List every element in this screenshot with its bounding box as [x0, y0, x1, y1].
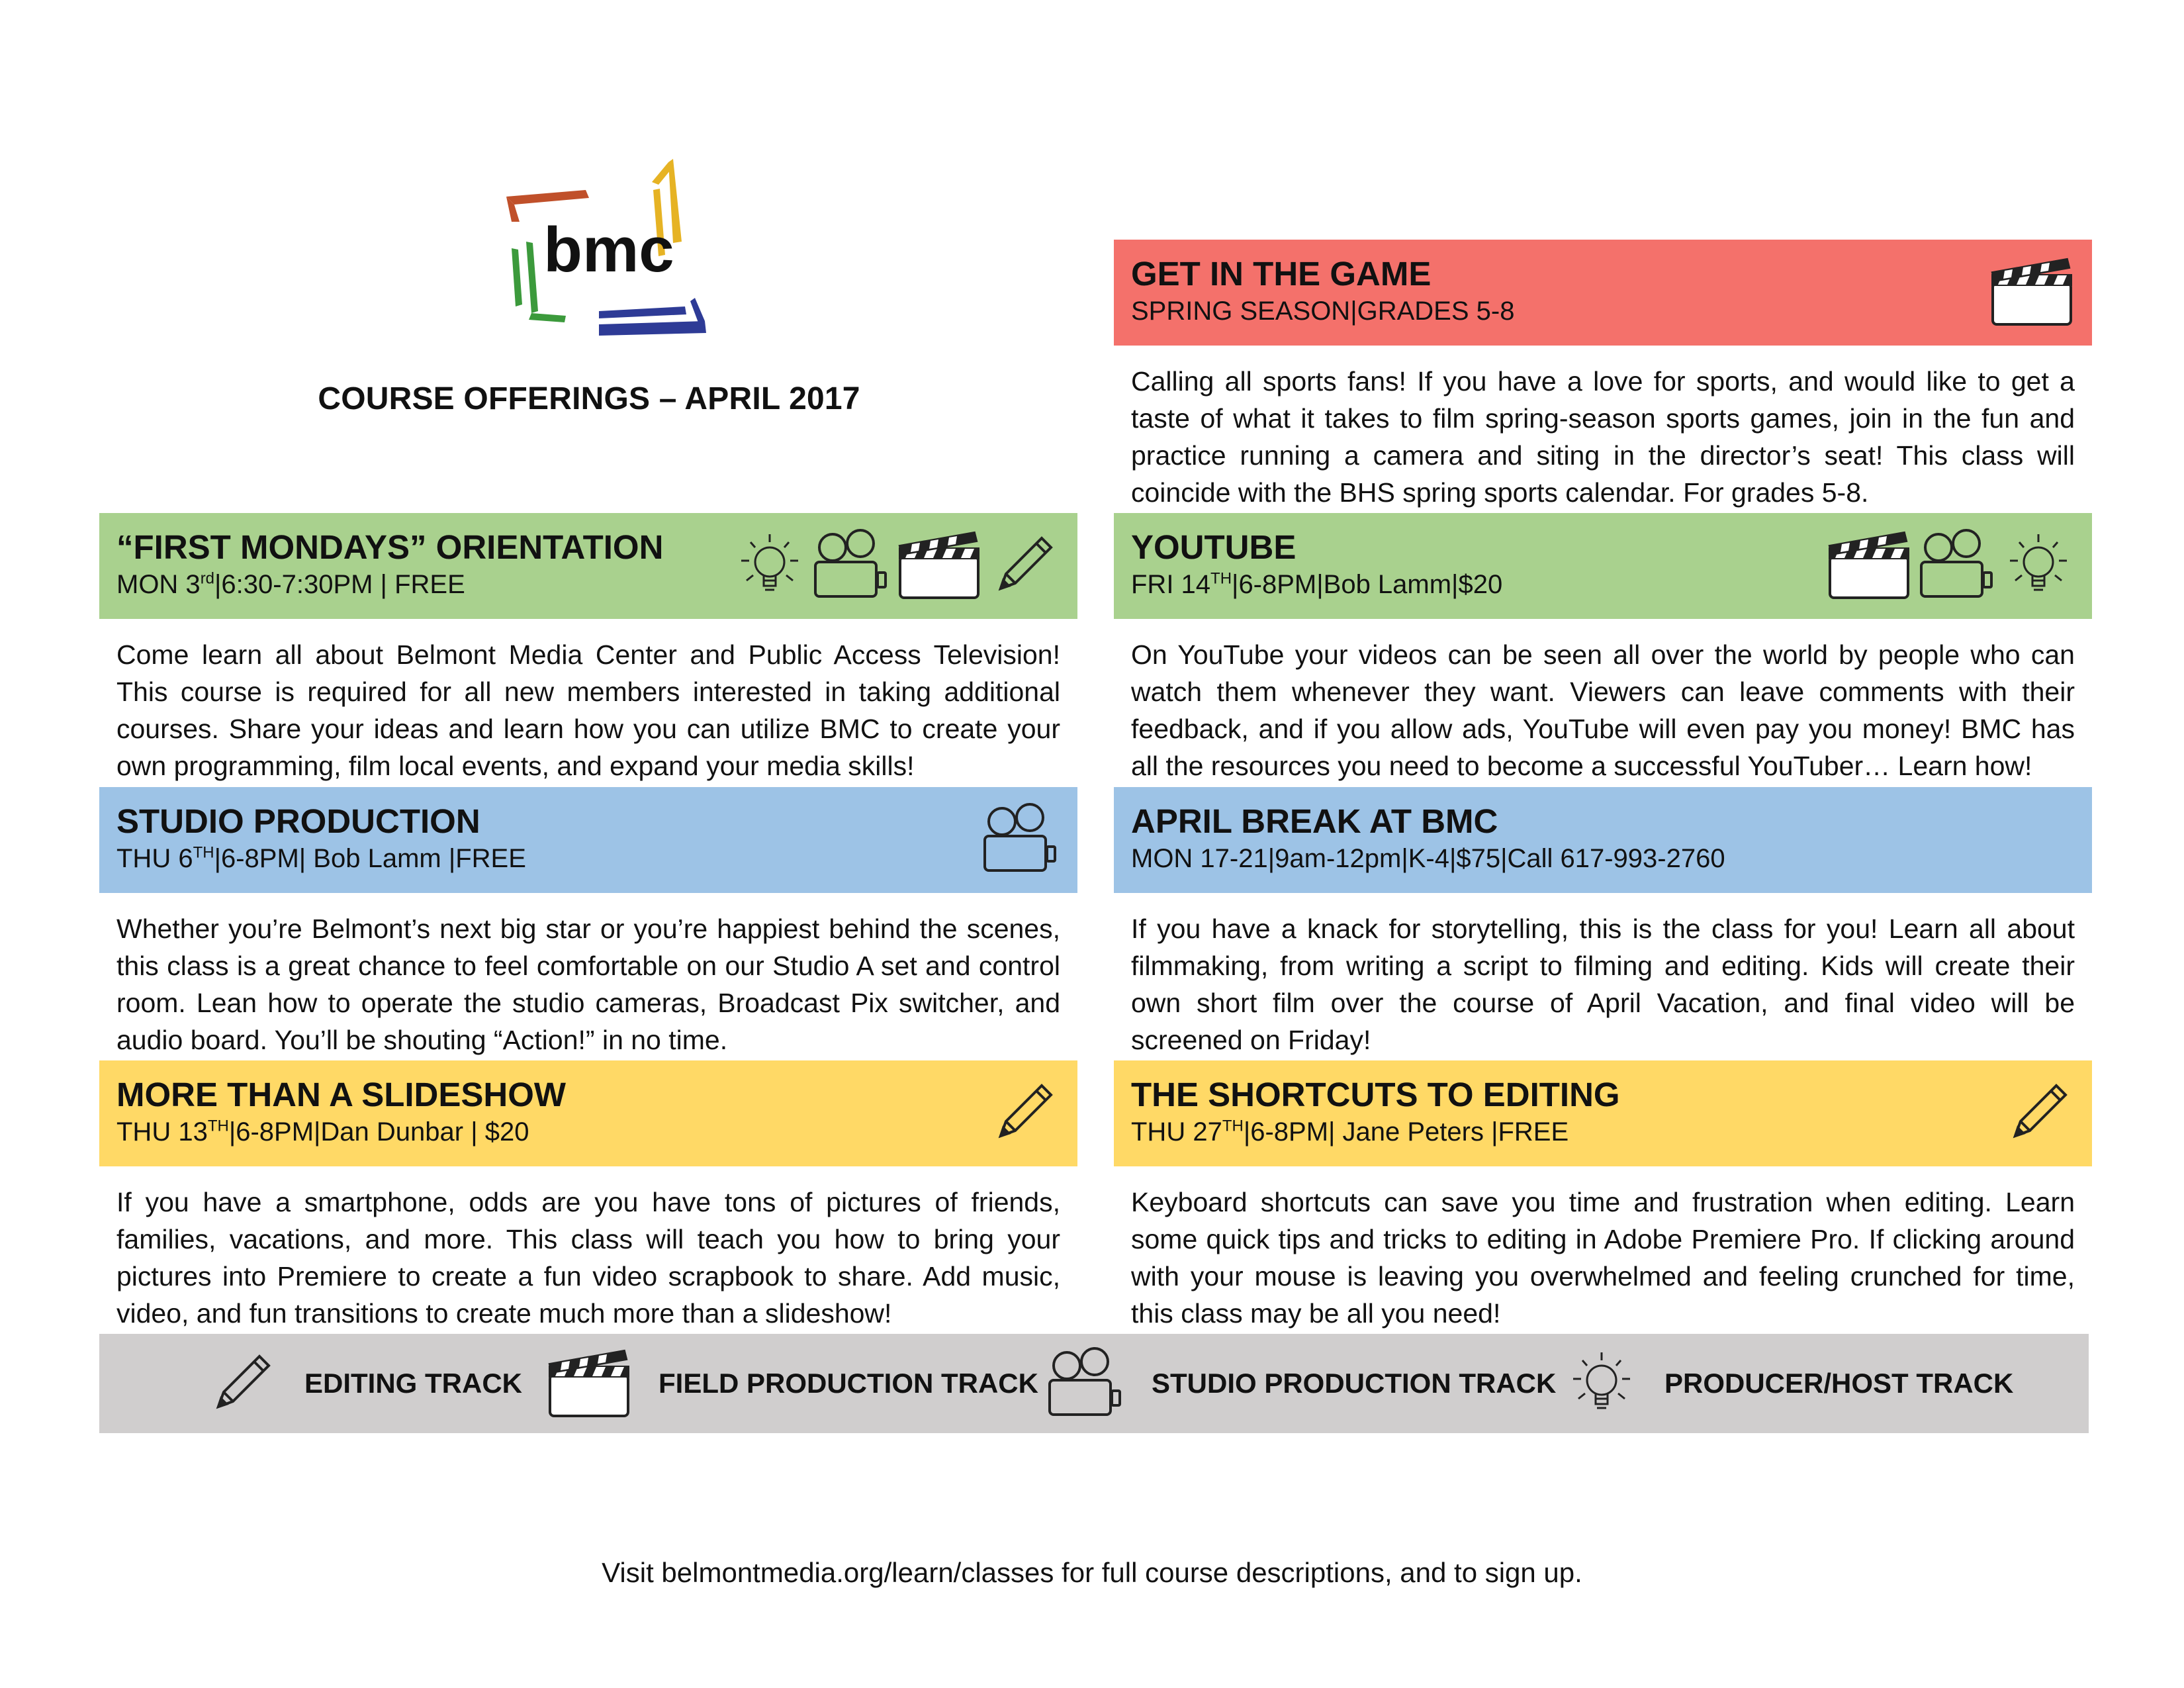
course-schedule-text: THU 27 [1131, 1117, 1222, 1147]
course-banner [1114, 240, 2092, 346]
clapperboard-icon [896, 529, 982, 602]
course-schedule-suffix: TH [1222, 1117, 1244, 1135]
course-block [1114, 513, 2092, 787]
lightbulb-icon [733, 529, 806, 602]
legend-item-producer-host [1565, 1334, 2013, 1433]
track-legend [99, 1334, 2089, 1433]
course-block [1114, 240, 2092, 514]
course-schedule-text: THU 6 [116, 844, 193, 873]
course-block [1114, 787, 2092, 1061]
course-schedule-details: |6-8PM|Dan Dunbar | $20 [228, 1117, 529, 1147]
course-title: APRIL BREAK AT BMC [1131, 802, 1498, 840]
track-icons [987, 1072, 1060, 1153]
course-title: THE SHORTCUTS TO EDITING [1131, 1076, 1620, 1113]
page-title: COURSE OFFERINGS – APRIL 2017 [318, 381, 860, 416]
course-description: Whether you’re Belmont’s next big star or you’re happiest behind the scenes, this class is a great chance to feel comfortable on our Studio A set and control room. Lean how to operate the studio cameras, Broadcast Pix switcher, and audio board. You’ll be shouting “Action!” in no time. [116, 914, 1060, 1055]
course-banner [99, 513, 1077, 619]
course-block [99, 513, 1077, 787]
legend-label: STUDIO PRODUCTION TRACK [1152, 1368, 1557, 1399]
course-schedule-details: |6-8PM|Bob Lamm|$20 [1232, 570, 1503, 599]
studio-camera-icon [1917, 529, 1997, 602]
course-schedule-text: MON 17-21|9am-12pm|K-4|$75|Call 617-993-2760 [1131, 844, 1725, 873]
legend-item-field-production [546, 1334, 1038, 1433]
lightbulb-icon [2002, 529, 2075, 602]
course-title: MORE THAN A SLIDESHOW [116, 1076, 567, 1113]
course-schedule-suffix: TH [1210, 569, 1232, 588]
clapperboard-icon [1989, 256, 2075, 328]
track-icons [1989, 252, 2075, 332]
legend-item-studio-production [1046, 1334, 1556, 1433]
clapperboard-icon [546, 1347, 632, 1420]
course-description: If you have a knack for storytelling, this is the class for you! Learn all about filmmaking, from writing a script to filming and editing. Kids will create their own short film over the course of April Vacation, and final video will be screened on Friday! [1131, 914, 2075, 1055]
pencil-icon [2002, 1076, 2075, 1149]
clapperboard-icon [1826, 529, 1912, 602]
course-schedule [1131, 841, 2075, 876]
course-schedule-details: |6:30-7:30PM | FREE [214, 570, 465, 599]
course-schedule-details: |6-8PM| Bob Lamm |FREE [214, 844, 526, 873]
pencil-icon [987, 529, 1060, 602]
course-block [99, 787, 1077, 1061]
course-banner [1114, 513, 2092, 619]
course-title: YOUTUBE [1131, 528, 1297, 566]
course-schedule-suffix: TH [207, 1117, 229, 1135]
course-schedule [116, 1115, 1060, 1149]
course-description: Calling all sports fans! If you have a love for sports, and would like to get a taste of what it takes to film spring-season sports games, join in the fun and practice running a camera and siting in the director’s seat! This class will coincide with the BHS spring sports calendar. For grades 5-8. [1131, 366, 2075, 508]
course-block [1114, 1060, 2092, 1335]
lightbulb-icon [1565, 1347, 1638, 1420]
course-schedule-text: SPRING SEASON|GRADES 5-8 [1131, 297, 1515, 326]
course-schedule-text: THU 13 [116, 1117, 208, 1147]
course-description: If you have a smartphone, odds are you have tons of pictures of friends, families, vacations, and more. This class will teach you how to bring your pictures into Premiere to create a fun video scrapbook to share. Add music, video, and fun transitions to create much more than a slideshow! [116, 1187, 1060, 1329]
course-block [99, 1060, 1077, 1335]
course-title: GET IN THE GAME [1131, 255, 1432, 293]
course-banner [99, 1060, 1077, 1166]
studio-camera-icon [981, 803, 1060, 876]
studio-camera-icon [811, 529, 891, 602]
course-description: On YouTube your videos can be seen all over the world by people who can watch them whenever they want. Viewers can leave comments with their feedback, and if you allow ads, YouTube will even pay you money! BMC has all the resources you need to become a successful YouTuber… Learn how! [1131, 639, 2075, 781]
course-banner [1114, 1060, 2092, 1166]
course-title: “FIRST MONDAYS” ORIENTATION [116, 528, 664, 566]
legend-label: PRODUCER/HOST TRACK [1664, 1368, 2014, 1399]
track-icons [1826, 525, 2075, 606]
bmc-logo [500, 156, 718, 344]
footer-note: Visit belmontmedia.org/learn/classes for full course descriptions, and to sign up. [602, 1557, 1582, 1588]
course-schedule-text: FRI 14 [1131, 570, 1211, 599]
pencil-icon [205, 1347, 278, 1420]
track-icons [2002, 1072, 2075, 1153]
course-schedule-suffix: TH [193, 843, 214, 862]
pencil-icon [987, 1076, 1060, 1149]
track-icons [981, 799, 1060, 880]
legend-label: EDITING TRACK [304, 1368, 522, 1399]
track-icons [733, 525, 1060, 606]
course-schedule-suffix: rd [200, 569, 215, 588]
course-title: STUDIO PRODUCTION [116, 802, 480, 840]
course-schedule-details: |6-8PM| Jane Peters |FREE [1243, 1117, 1569, 1147]
course-schedule [1131, 294, 2075, 328]
logo-text: bmc [543, 214, 674, 285]
legend-label: FIELD PRODUCTION TRACK [659, 1368, 1038, 1399]
legend-item-editing [205, 1334, 522, 1433]
course-banner [99, 787, 1077, 893]
course-description: Keyboard shortcuts can save you time and frustration when editing. Learn some quick tips and tricks to editing in Adobe Premiere Pro. If clicking around with your mouse is leaving you overwhelmed and feeling crunched for time, this class may be all you need! [1131, 1187, 2075, 1329]
course-schedule [1131, 1115, 2075, 1149]
course-description: Come learn all about Belmont Media Center and Public Access Television! This course is required for all new members interested in taking additional courses. Share your ideas and learn how you can utilize BMC to create your own programming, film local events, and expand your media skills! [116, 639, 1060, 781]
studio-camera-icon [1046, 1347, 1125, 1420]
course-schedule [116, 841, 1060, 876]
course-schedule-text: MON 3 [116, 570, 201, 599]
course-banner [1114, 787, 2092, 893]
